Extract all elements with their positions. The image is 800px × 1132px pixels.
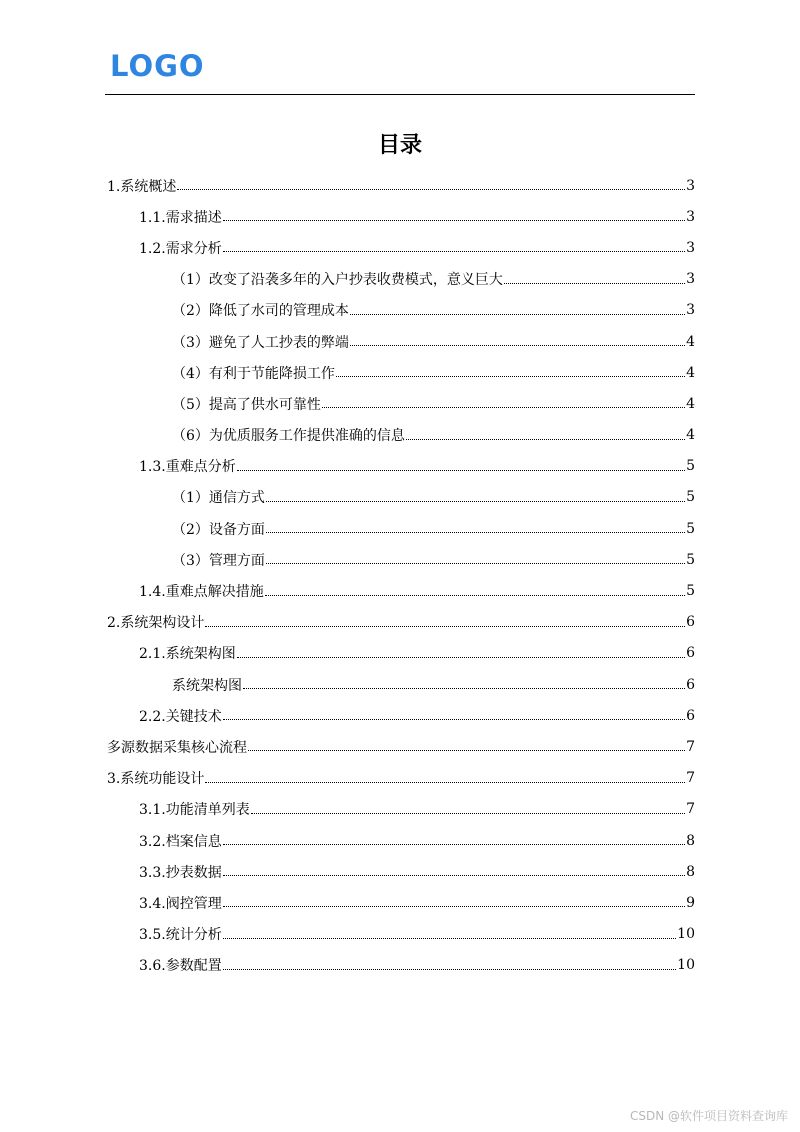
toc-entry-text: 1.2.需求分析 [139,240,222,257]
dot-leader [266,563,685,564]
toc-entry-text: 2.1.系统架构图 [139,646,236,663]
toc-entry-text: 1.4.重难点解决措施 [139,584,264,601]
toc-entry-text: 1.系统概述 [107,178,177,195]
toc-entry[interactable] [107,638,695,669]
toc-entry[interactable] [107,607,695,638]
toc-entry-page: 5 [686,583,695,600]
toc-entry-page: 7 [686,770,695,787]
toc-entry-page: 7 [686,738,695,755]
toc-entry[interactable] [107,232,695,263]
toc-entry[interactable] [107,763,695,794]
toc-entry-text: 多源数据采集核心流程 [107,739,247,756]
dot-leader [406,439,685,440]
toc-entry[interactable] [107,794,695,825]
toc-entry[interactable] [107,669,695,700]
dot-leader [223,220,685,221]
toc-entry-text: （5）提高了供水可靠性 [172,396,321,413]
toc-entry-text: （2）设备方面 [172,521,265,538]
toc-title: 目录 [377,132,422,158]
watermark: CSDN @软件项目资料查询库 [629,1109,788,1123]
toc-entry-page: 3 [686,208,695,225]
toc-entry[interactable] [107,264,695,295]
dot-leader [243,688,685,689]
toc-entry[interactable] [107,388,695,419]
toc-entry-text: （6）为优质服务工作提供准确的信息 [172,428,405,445]
toc-entry[interactable] [107,575,695,606]
toc-entry-text: 1.3.重难点分析 [139,459,236,476]
toc-entry[interactable] [107,544,695,575]
toc-entry-text: （3）管理方面 [172,552,265,569]
toc-entry-page: 10 [677,957,695,974]
dot-leader [223,938,676,939]
toc-entry[interactable] [107,170,695,201]
toc-entry-text: （3）避免了人工抄表的弊端 [172,334,349,351]
toc-entry-page: 5 [686,520,695,537]
dot-leader [205,626,685,627]
toc-entry-text: 3.3.抄表数据 [139,864,222,881]
toc-entry[interactable] [107,451,695,482]
header-divider [105,94,695,95]
toc-entry-text: 3.4.阀控管理 [139,895,222,912]
toc-entry[interactable] [107,950,695,981]
toc-entry-page: 10 [677,926,695,943]
toc-entry-page: 9 [686,894,695,911]
toc-entry[interactable] [107,731,695,762]
toc-entry[interactable] [107,295,695,326]
dot-leader [266,532,685,533]
toc-entry-text: 3.2.档案信息 [139,833,222,850]
dot-leader [350,314,685,315]
toc-entry-text: （1）通信方式 [172,490,265,507]
toc-entry-text: 3.6.参数配置 [139,958,222,975]
toc-entry-text: 3.5.统计分析 [139,927,222,944]
toc-entry-page: 5 [686,551,695,568]
toc-entry-page: 3 [686,271,695,288]
dot-leader [504,283,685,284]
dot-leader [248,750,685,751]
toc-entry-text: 1.1.需求描述 [139,209,222,226]
toc-entry[interactable] [107,357,695,388]
toc-entry[interactable] [107,326,695,357]
toc-entry-text: 系统架构图 [172,677,242,694]
dot-leader [223,906,685,907]
toc-entry-text: 3.系统功能设计 [107,771,205,788]
toc-entry-page: 4 [686,395,695,412]
dot-leader [237,657,685,658]
dot-leader [177,189,685,190]
toc-entry-text: 2.2.关键技术 [139,708,222,725]
toc-entry-text: 3.1.功能清单列表 [139,802,250,819]
toc-entry-page: 6 [686,645,695,662]
dot-leader [223,844,685,845]
dot-leader [251,813,685,814]
dot-leader [322,407,685,408]
toc-entry[interactable] [107,700,695,731]
toc-entry-page: 4 [686,364,695,381]
toc-entry[interactable] [107,513,695,544]
dot-leader [350,345,685,346]
toc-entry-text: （4）有利于节能降损工作 [172,365,335,382]
dot-leader [223,719,685,720]
logo: LOGO [110,49,205,83]
toc-entry[interactable] [107,420,695,451]
toc-entry-page: 7 [686,801,695,818]
toc-entry-page: 8 [686,863,695,880]
toc-entry-text: （1）改变了沿袭多年的入户抄表收费模式，意义巨大 [172,272,503,289]
toc-entry-page: 6 [686,614,695,631]
toc-entry-page: 3 [686,177,695,194]
table-of-contents [107,170,695,981]
toc-entry-page: 3 [686,239,695,256]
dot-leader [265,595,685,596]
toc-entry[interactable] [107,856,695,887]
dot-leader [223,251,685,252]
dot-leader [223,969,676,970]
toc-entry-page: 4 [686,333,695,350]
toc-entry-text: 2.系统架构设计 [107,615,205,632]
toc-entry[interactable] [107,201,695,232]
dot-leader [205,782,685,783]
dot-leader [336,376,685,377]
toc-entry-page: 5 [686,489,695,506]
toc-entry-page: 6 [686,676,695,693]
toc-entry[interactable] [107,825,695,856]
dot-leader [223,875,685,876]
toc-entry[interactable] [107,887,695,918]
toc-entry-page: 6 [686,707,695,724]
toc-entry-page: 3 [686,302,695,319]
dot-leader [237,470,685,471]
toc-entry-page: 8 [686,832,695,849]
toc-entry-text: （2）降低了水司的管理成本 [172,303,349,320]
toc-entry-page: 4 [686,427,695,444]
toc-entry-page: 5 [686,458,695,475]
dot-leader [266,501,685,502]
toc-entry[interactable] [107,919,695,950]
toc-entry[interactable] [107,482,695,513]
